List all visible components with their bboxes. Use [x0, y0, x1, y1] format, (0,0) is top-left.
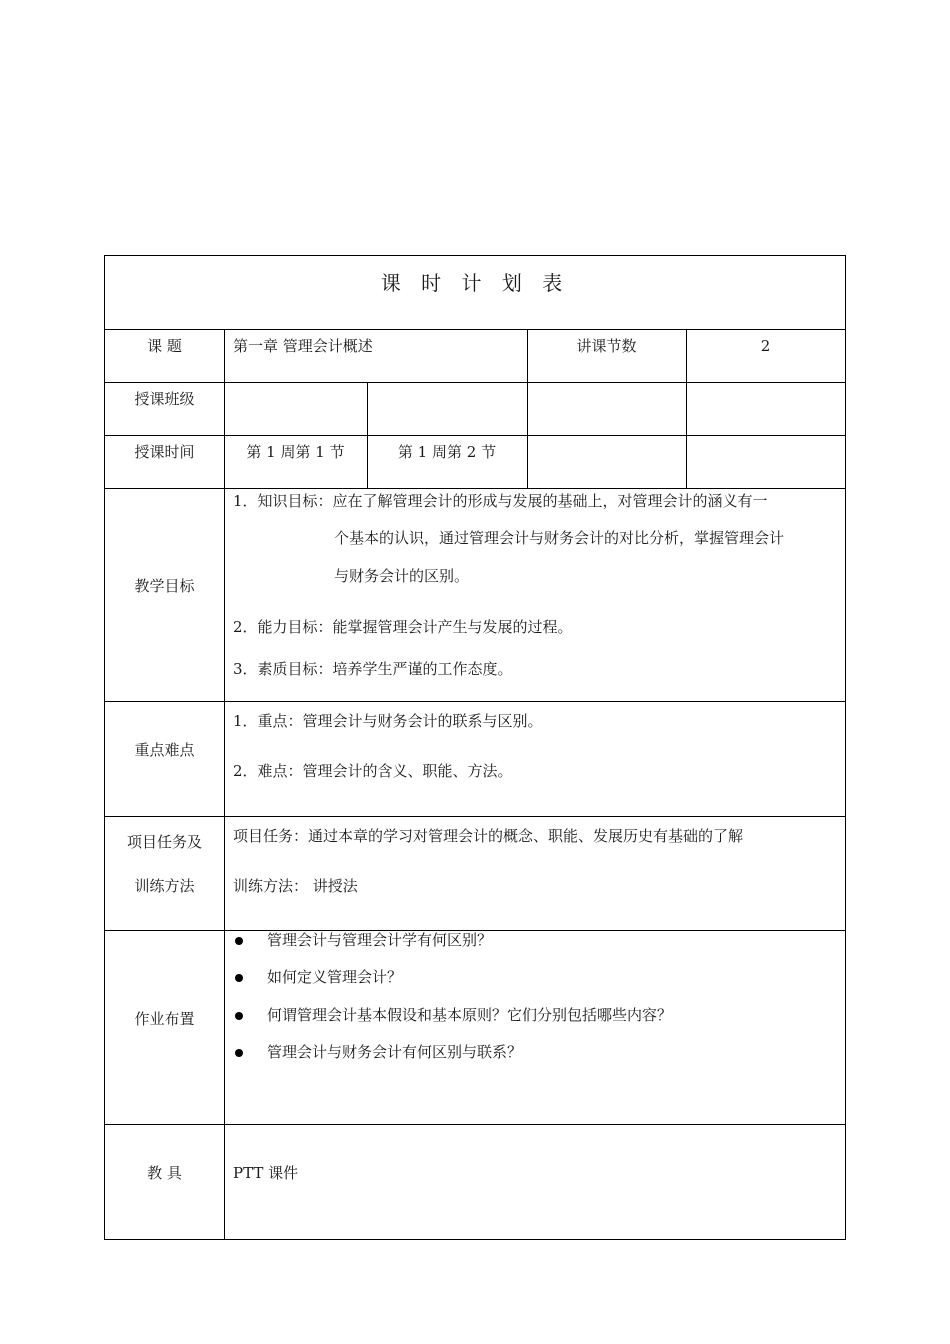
row-divider	[105, 329, 845, 330]
label-topic: 课 题	[147, 337, 182, 355]
bullet-icon	[235, 937, 243, 945]
row-divider	[105, 435, 845, 436]
label-tasks-line2: 训练方法	[134, 877, 195, 895]
time-slot-2: 第 1 周第 2 节	[397, 443, 497, 461]
row-divider	[105, 382, 845, 383]
column-divider	[224, 329, 225, 1240]
bullet-icon	[235, 1012, 243, 1020]
label-objectives: 教学目标	[134, 577, 195, 595]
homework-item: 何谓管理会计基本假设和基本原则？它们分别包括哪些内容？	[267, 1006, 673, 1024]
tools-value: PTT 课件	[233, 1164, 299, 1182]
label-sessions: 讲课节数	[576, 337, 637, 355]
objective-quality: 3．素质目标：培养学生严谨的工作态度。	[233, 660, 513, 678]
lesson-plan-table	[104, 255, 846, 1240]
label-class: 授课班级	[134, 390, 195, 408]
training-method: 训练方法： 讲授法	[233, 877, 358, 895]
label-tools: 教 具	[147, 1164, 182, 1182]
sessions-value: 2	[760, 337, 771, 355]
objective-knowledge-line3: 与财务会计的区别。	[334, 567, 470, 585]
objective-ability: 2．能力目标：能掌握管理会计产生与发展的过程。	[233, 618, 573, 636]
row-divider	[105, 488, 845, 489]
objective-knowledge-line2: 个基本的认识，通过管理会计与财务会计的对比分析，掌握管理会计	[334, 529, 785, 547]
objective-knowledge-line1: 1．知识目标：应在了解管理会计的形成与发展的基础上，对管理会计的涵义有一	[233, 492, 768, 510]
row-divider	[105, 701, 845, 702]
label-time: 授课时间	[134, 443, 195, 461]
bullet-icon	[235, 974, 243, 982]
row-divider	[105, 1124, 845, 1125]
time-slot-1: 第 1 周第 1 节	[246, 443, 345, 461]
label-tasks: 项目任务及	[126, 833, 202, 851]
bullet-icon	[235, 1049, 243, 1057]
table-title: 课 时 计 划 表	[380, 271, 570, 295]
topic-value: 第一章 管理会计概述	[233, 337, 373, 355]
label-key-points: 重点难点	[134, 741, 195, 759]
row-divider	[105, 816, 845, 817]
task-description: 项目任务：通过本章的学习对管理会计的概念、职能、发展历史有基础的了解	[233, 827, 744, 845]
homework-item: 如何定义管理会计？	[267, 968, 403, 986]
homework-item: 管理会计与管理会计学有何区别？	[267, 931, 493, 949]
key-point: 1．重点：管理会计与财务会计的联系与区别。	[233, 712, 543, 730]
column-divider	[367, 382, 368, 488]
label-homework: 作业布置	[134, 1010, 195, 1028]
homework-item: 管理会计与财务会计有何区别与联系？	[267, 1043, 523, 1061]
difficulty-point: 2．难点：管理会计的含义、职能、方法。	[233, 762, 513, 780]
